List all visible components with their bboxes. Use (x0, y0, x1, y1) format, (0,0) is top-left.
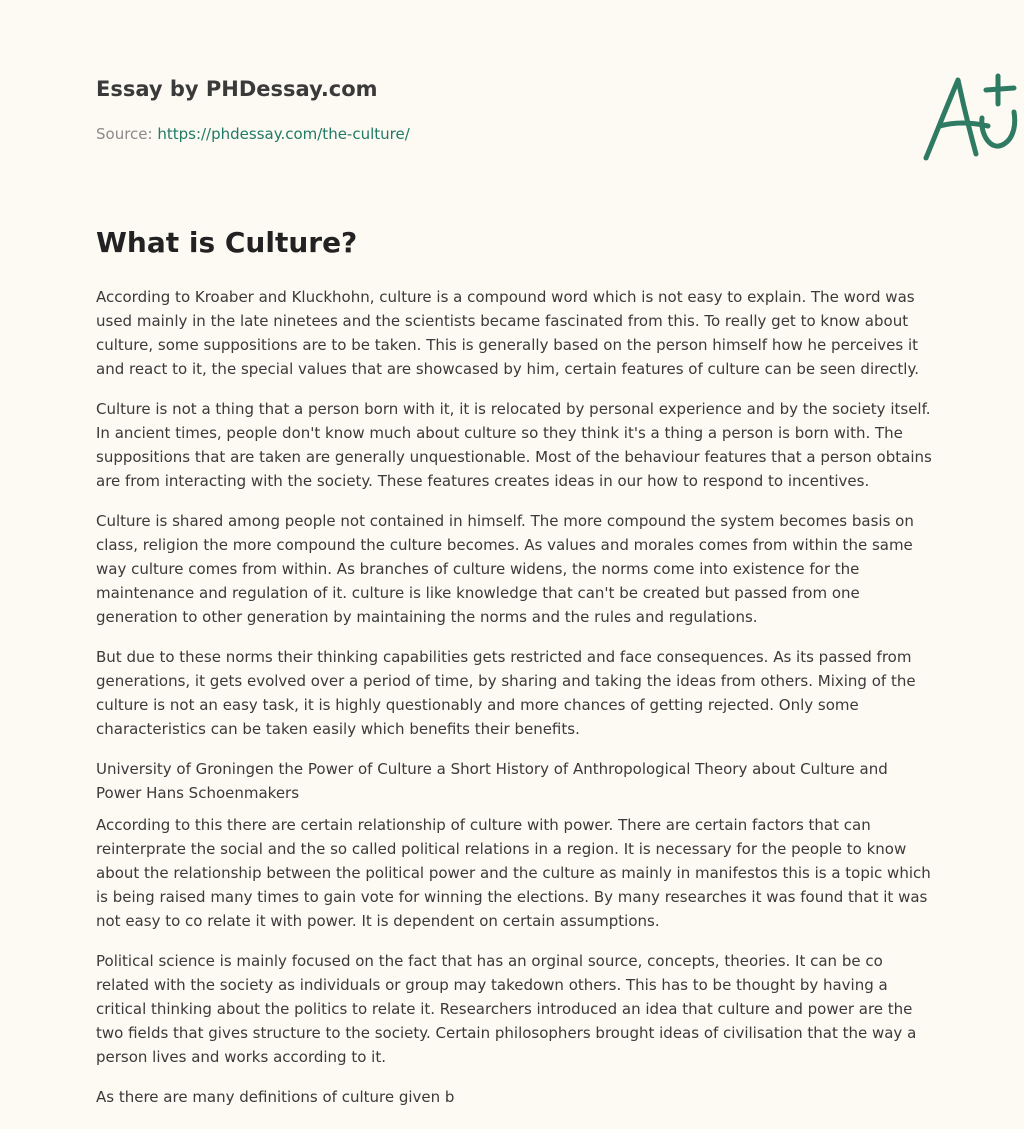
reference-paragraph: University of Groningen the Power of Culture a Short History of Anthropological Theory about Culture and Power Hans Schoenmakers (96, 760, 888, 802)
paragraph: But due to these norms their thinking capabilities gets restricted and face consequences. As its passed from generations, it gets evolved over a period of time, by sharing and taking the ideas from others. Mixing of the culture is not an easy task, it is highly questionably and more chances of getting rejected. Only some characteristics can be taken easily which benefits their benefits. (96, 648, 916, 738)
source-link[interactable]: https://phdessay.com/the-culture/ (157, 125, 410, 143)
a-plus-logo-icon (918, 68, 1022, 164)
essay-body (96, 285, 936, 1125)
source-line (96, 125, 410, 143)
source-label: Source: (96, 125, 158, 143)
essay-title: What is Culture? (96, 226, 358, 259)
paragraph: Culture is not a thing that a person born with it, it is relocated by personal experience and by the society itself. In ancient times, people don't know much about culture so they think it's a thing a person is born with. The suppositions that are taken are generally unquestionable. Most of the behaviour features that a person obtains are from interacting with the society. These features creates ideas in our how to respond to incentives. (96, 400, 932, 490)
paragraph: Culture is shared among people not contained in himself. The more compound the system becomes basis on class, religion the more compound the culture becomes. As values and morales comes from within the same way culture comes from within. As branches of culture widens, the norms come into existence for the maintenance and regulation of it. culture is like knowledge that can't be created but passed from one generation to other generation by maintaining the norms and the rules and regulations. (96, 512, 914, 626)
site-brand: Essay by PHDessay.com (96, 77, 378, 101)
paragraph: Political science is mainly focused on the fact that has an orginal source, concepts, theories. It can be co related with the society as individuals or group may takedown others. This has to be thought by having a critical thinking about the politics to relate it. Researchers introduced an idea that culture and power are the two fields that gives structure to the society. Certain philosophers brought ideas of civilisation that the way a person lives and works according to it. (96, 952, 917, 1066)
paragraph: According to this there are certain relationship of culture with power. There are certain factors that can reinterprate the social and the so called political relations in a region. It is necessary for the people to know about the relationship between the political power and the culture as mainly in manifestos this is a topic which is being raised many times to gain vote for winning the elections. By many researches it was found that it was not easy to co relate it with power. It is dependent on certain assumptions. (96, 816, 931, 930)
paragraph-truncated: As there are many definitions of culture given b (96, 1088, 455, 1106)
paragraph: According to Kroaber and Kluckhohn, culture is a compound word which is not easy to explain. The word was used mainly in the late ninetees and the scientists became fascinated from this. To really get to know about culture, some suppositions are to be taken. This is generally based on the person himself how he perceives it and react to it, the special values that are showcased by him, certain features of culture can be seen directly. (96, 288, 919, 378)
